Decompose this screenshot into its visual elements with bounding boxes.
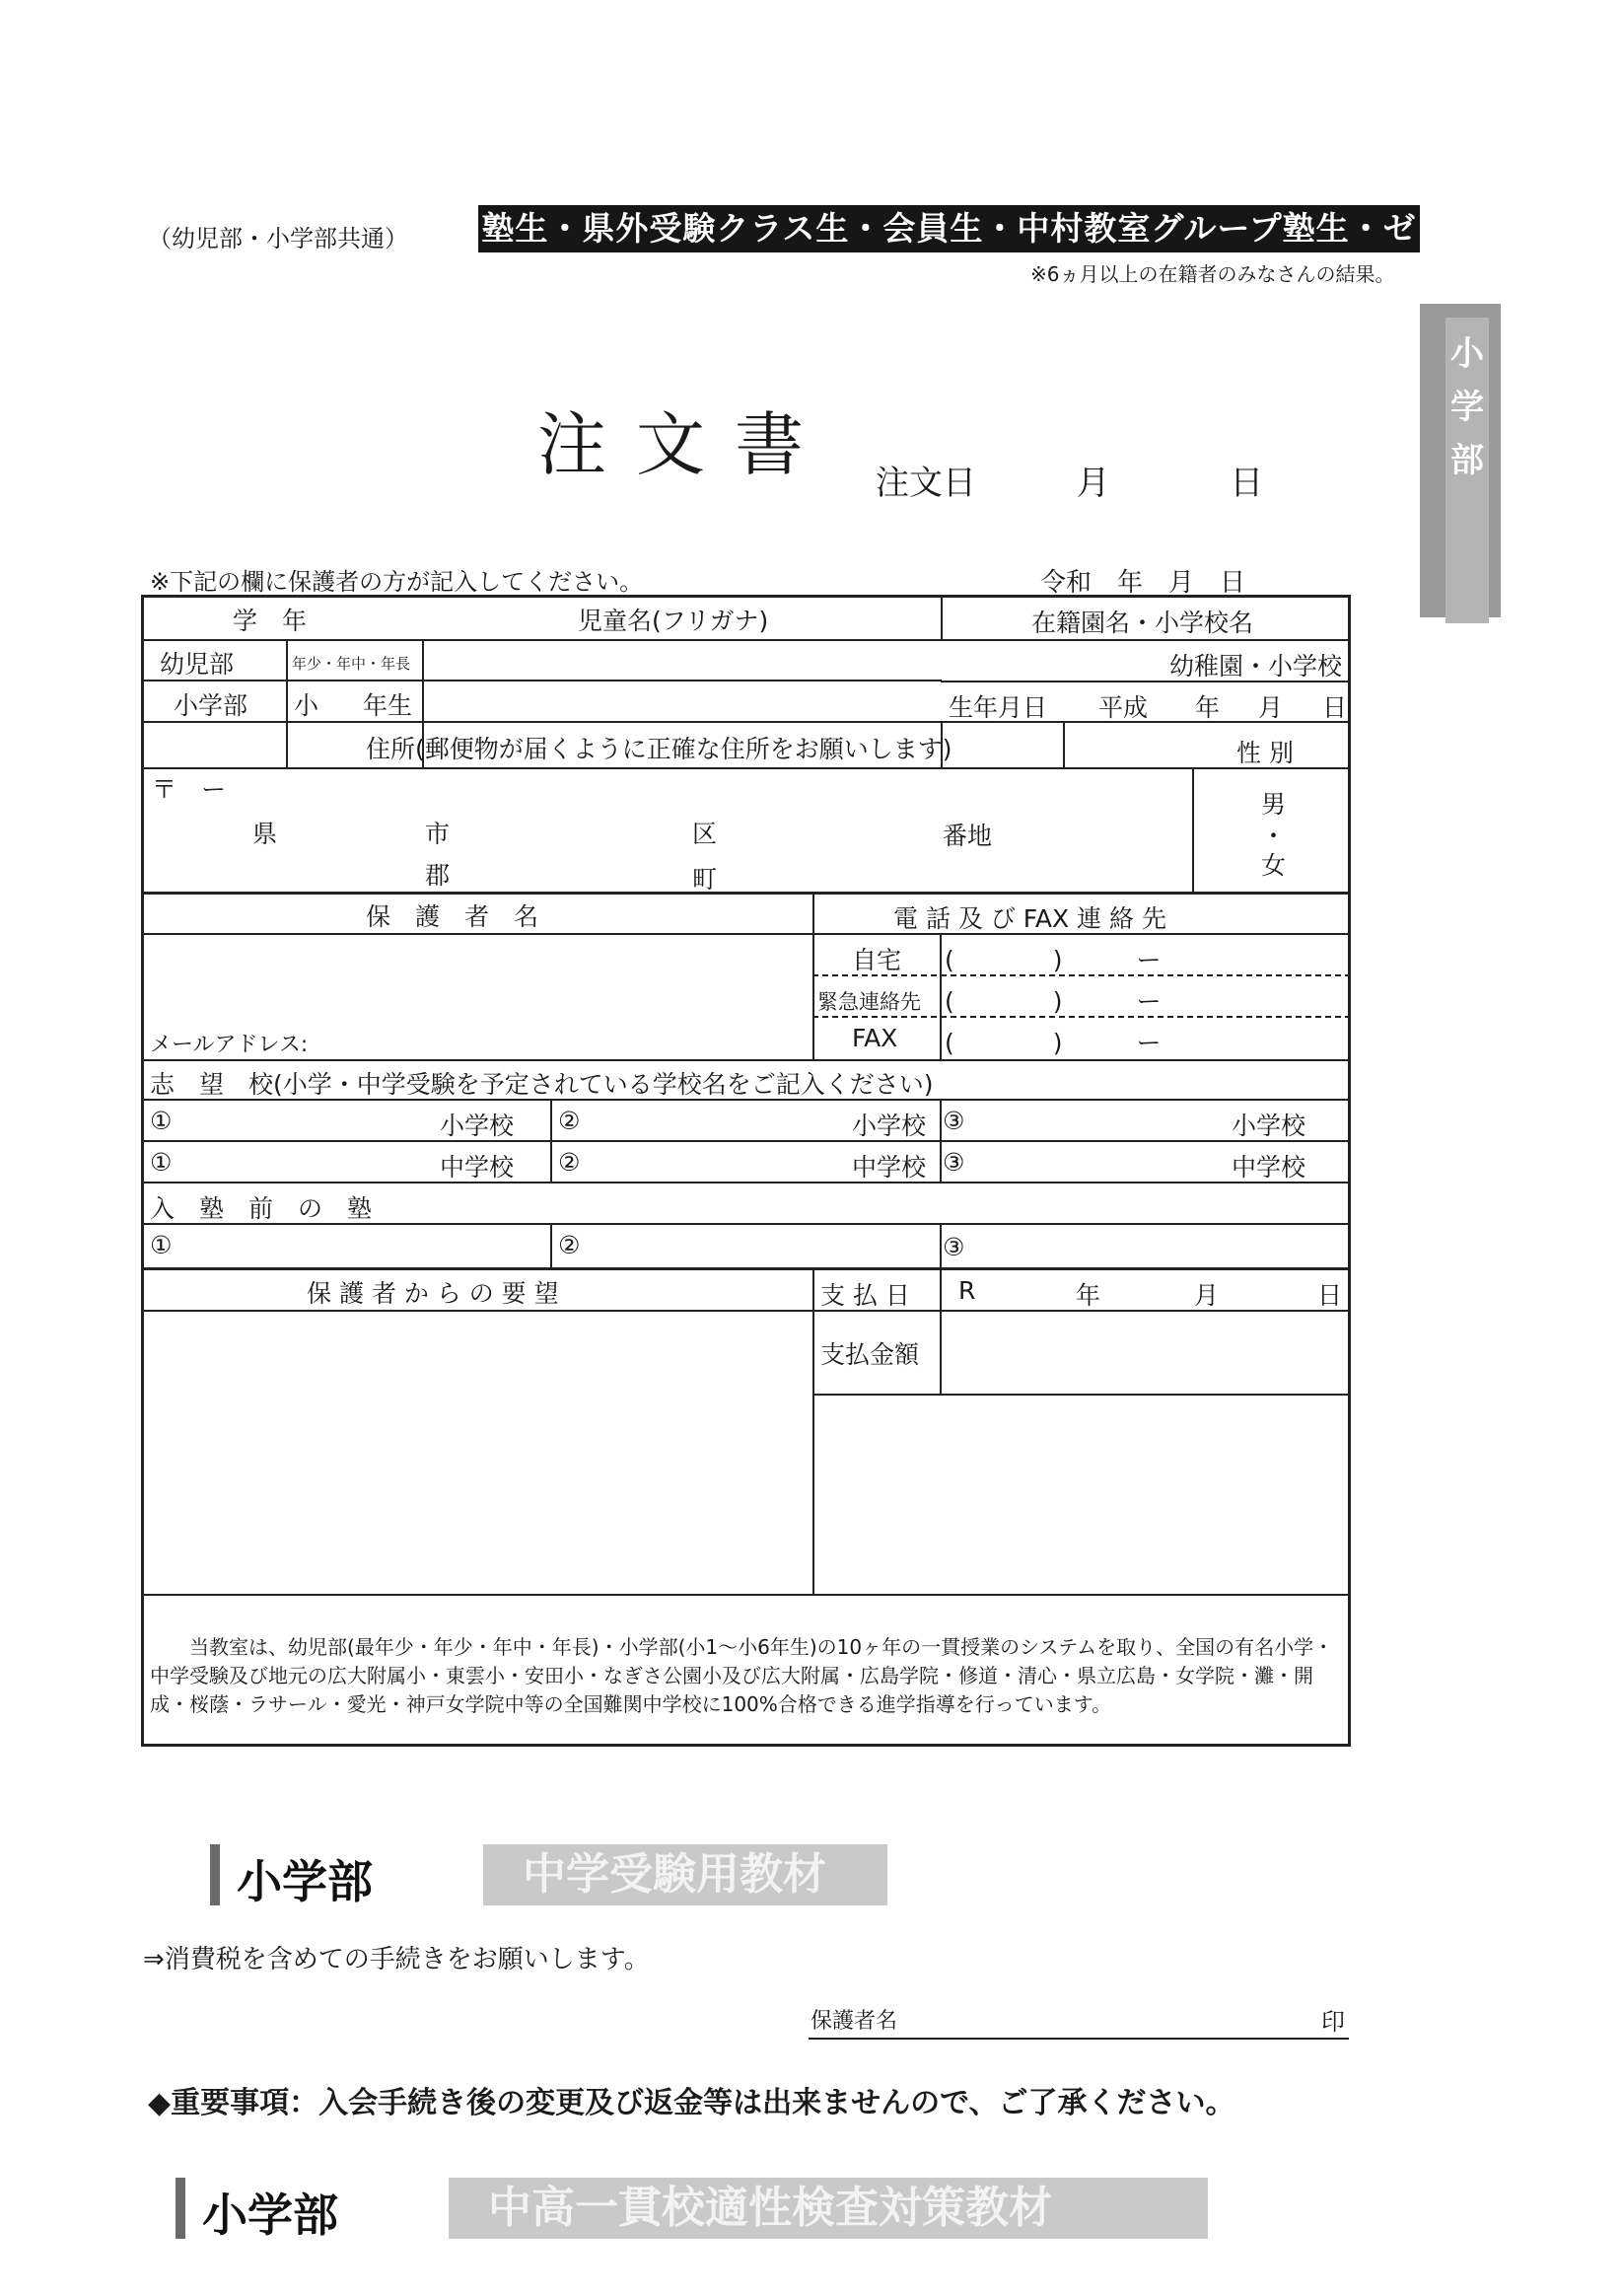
gender-header: 性 別 — [1236, 739, 1294, 767]
target-elem-1: 小学校 — [440, 1112, 515, 1140]
target-elem-3: 小学校 — [1232, 1112, 1306, 1140]
order-date-month: 月 — [1076, 464, 1110, 503]
guardian-header: 保 護 者 名 — [366, 902, 539, 931]
kindergarten-label: 幼児部 — [160, 650, 235, 679]
seal-mark: 印 — [1321, 2008, 1345, 2036]
target-school-header: 志 望 校(小学・中学受験を予定されている学校名をご記入ください) — [150, 1070, 934, 1099]
pay-date-day: 日 — [1317, 1281, 1343, 1310]
elementary-sho: 小 — [294, 691, 319, 720]
pay-date-r: R — [958, 1276, 976, 1305]
address-ku: 区 — [692, 820, 718, 848]
section1-title: 中学受験用教材 — [483, 1844, 887, 1905]
email-label: メールアドレス: — [150, 1033, 309, 1057]
pay-date-month: 月 — [1194, 1281, 1220, 1310]
address-banchi: 番地 — [943, 822, 993, 850]
gender-dot: ・ — [1261, 822, 1287, 850]
prev-school-header: 入 塾 前 の 塾 — [150, 1194, 373, 1223]
birth-year: 年 — [1195, 693, 1221, 722]
contact-header: 電 話 及 び FAX 連 絡 先 — [893, 904, 1166, 933]
form-title: 注文書 — [537, 404, 833, 485]
home-label: 自宅 — [852, 946, 902, 974]
heisei-label: 平成 — [1098, 693, 1149, 722]
target-jr-1-num: ① — [150, 1148, 173, 1177]
target-jr-1: 中学校 — [440, 1153, 515, 1182]
elementary-label: 小学部 — [174, 691, 248, 720]
order-date — [876, 456, 1263, 504]
important-notice: ◆重要事項：入会手続き後の変更及び返金等は出来ませんので、ご了承ください。 — [148, 2086, 1235, 2120]
target-jr-2: 中学校 — [852, 1153, 927, 1182]
emergency-phone-format: ( ) ー — [945, 987, 1162, 1016]
target-elem-1-num: ① — [150, 1107, 173, 1135]
section2-bar — [176, 2178, 185, 2239]
target-elem-2-num: ② — [558, 1107, 581, 1135]
section2-label: 小学部 — [202, 2188, 338, 2242]
order-date-label: 注文日 — [876, 464, 976, 503]
results-note: ※6ヵ月以上の在籍者のみなさんの結果。 — [1030, 262, 1395, 286]
birthdate-label: 生年月日 — [949, 693, 1048, 722]
pay-date-year: 年 — [1076, 1281, 1101, 1310]
birth-day: 日 — [1322, 693, 1348, 722]
school-name-header: 在籍園名・小学校名 — [1031, 609, 1254, 637]
target-jr-3-num: ③ — [943, 1148, 965, 1177]
target-jr-3: 中学校 — [1232, 1153, 1306, 1182]
gender-female: 女 — [1261, 851, 1287, 880]
prev-school-3-num: ③ — [943, 1233, 965, 1261]
elementary-year: 年生 — [363, 691, 413, 720]
order-date-day: 日 — [1230, 464, 1264, 503]
address-header: 住所(郵便物が届くように正確な住所をお願いします) — [366, 735, 952, 763]
order-form — [141, 595, 1351, 1747]
kindergarten-levels: 年少・年中・年長 — [292, 655, 411, 673]
header-common-label: （幼児部・小学部共通） — [148, 225, 408, 252]
pay-amount-label: 支払金額 — [820, 1340, 920, 1369]
home-phone-format: ( ) ー — [945, 946, 1162, 974]
grade-header: 学 年 — [233, 607, 308, 635]
results-banner: 塾生・県外受験クラス生・会員生・中村教室グループ塾生・ゼミ生の実績 — [478, 205, 1420, 252]
gender-male: 男 — [1261, 790, 1287, 819]
address-cho: 町 — [692, 865, 718, 894]
fax-phone-format: ( ) ー — [945, 1029, 1162, 1057]
requests-header: 保 護 者 か ら の 要 望 — [307, 1279, 559, 1308]
guardian-sign-label: 保護者名 — [811, 2009, 898, 2034]
school-description: 当教室は、幼児部(最年少・年少・年中・年長)・小学部(小1～小6年生)の10ヶ年の一貫授業のシステムを取り、全国の有名小学・中学受験及び地元の広大附属小・東雲小・安田小・なぎさ公園小及び広大附属・広島学院・修道・清心・県立広島・女学院・灘・開成・桜蔭・ラサール・愛光・神戸女学院中等の全国難関中学校に100%合格できる進学指導を行っています。 — [150, 1635, 1334, 1716]
fax-label: FAX — [852, 1024, 898, 1052]
address-ken: 県 — [252, 820, 278, 848]
school-suffix: 幼稚園・小学校 — [1169, 652, 1343, 681]
section2-title: 中高一貫校適性検査対策教材 — [449, 2178, 1208, 2239]
section1-bar — [210, 1844, 220, 1905]
target-jr-2-num: ② — [558, 1148, 581, 1177]
address-gun: 郡 — [425, 861, 451, 890]
side-tab-char: 学 — [1450, 388, 1484, 427]
section1-label: 小学部 — [237, 1855, 373, 1908]
side-tab — [1420, 304, 1501, 617]
reiwa-date: 令和 年 月 日 — [1040, 568, 1246, 598]
emergency-label: 緊急連絡先 — [817, 990, 921, 1014]
prev-school-2-num: ② — [558, 1231, 581, 1259]
birth-month: 月 — [1258, 693, 1284, 722]
side-tab-char: 小 — [1450, 334, 1484, 374]
tax-note: ⇒消費税を含めての手続きをお願いします。 — [143, 1945, 650, 1974]
target-elem-3-num: ③ — [943, 1107, 965, 1135]
child-name-header: 児童名(フリガナ) — [578, 607, 769, 635]
prev-school-1-num: ① — [150, 1231, 173, 1259]
target-elem-2: 小学校 — [852, 1112, 927, 1140]
side-tab-char: 部 — [1450, 441, 1484, 480]
address-shi: 市 — [425, 820, 451, 848]
pay-date-label: 支 払 日 — [820, 1281, 910, 1310]
instruction: ※下記の欄に保護者の方が記入してください。 — [150, 568, 644, 596]
postal-mark: 〒 ー — [152, 775, 227, 804]
